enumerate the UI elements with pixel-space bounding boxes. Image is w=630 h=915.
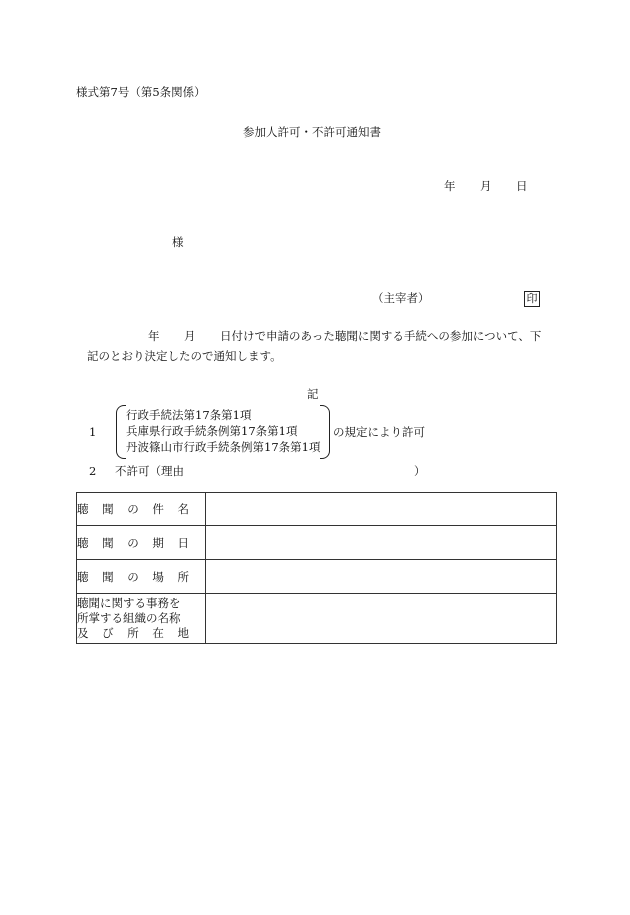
date-month: 月 [480,179,492,193]
hearing-info-table [76,492,557,644]
org-label-line-1: 聴聞に関する事務を [77,596,181,610]
item1-option-3: 丹波篠山市行政手続条例第17条第1項 [126,440,321,454]
table-row [77,526,557,560]
item1-number: 1 [89,425,97,439]
row-label-date [77,526,206,560]
row-label-organization [77,594,206,644]
label-char: 場 [152,569,164,584]
label-char: 日 [177,535,189,550]
item2-text: 不許可（理由 [115,464,184,478]
label-char: び [102,626,114,640]
label-char: 件 [152,502,164,516]
table-row [77,594,557,644]
item1-option-1: 行政手続法第17条第1項 [126,408,252,422]
page-title: 参加人許可・不許可通知書 [243,125,381,139]
table-row [77,493,557,526]
item1-option-2: 兵庫県行政手続条例第17条第1項 [126,424,298,438]
label-char: 聞 [102,502,114,516]
organizer-label: （主宰者） [372,291,430,305]
label-char: 聴 [77,535,89,550]
label-char: 聴 [77,569,89,584]
org-label-line-2: 所掌する組織の名称 [77,611,181,625]
label-char: 地 [177,626,189,640]
label-char: 聞 [102,569,114,584]
right-brace [320,405,330,459]
form-number: 様式第7号（第5条関係） [76,85,206,99]
body-month: 月 [184,329,196,343]
organization-field[interactable] [206,594,557,644]
label-char: 聞 [102,535,114,550]
ki-heading: 記 [307,387,319,401]
label-char: の [127,535,139,550]
date-field[interactable] [206,526,557,560]
item2-number: 2 [89,464,97,478]
date-year: 年 [444,179,456,193]
item2-close: ） [414,464,426,478]
left-brace [116,405,126,459]
label-char: 名 [177,502,189,516]
body-line1: 日付けで申請のあった聴聞に関する手続への参加について、下 [220,329,542,343]
label-char: 所 [177,569,189,584]
body-line2: 記のとおり決定したので通知します。 [87,349,282,363]
label-char: 期 [152,535,164,550]
body-year: 年 [148,329,160,343]
label-char: 聴 [77,502,89,516]
label-char: の [127,569,139,584]
row-label-case-name [77,493,206,526]
case-name-field[interactable] [206,493,557,526]
label-char: 及 [77,626,89,640]
label-char: 所 [127,626,139,640]
addressee-suffix: 様 [172,235,184,249]
table-row [77,560,557,594]
label-char: 在 [152,626,164,640]
label-char: の [127,502,139,516]
seal-mark: 印 [524,291,540,307]
item1-suffix: の規定により許可 [333,425,425,439]
place-field[interactable] [206,560,557,594]
date-day: 日 [516,179,528,193]
row-label-place [77,560,206,594]
